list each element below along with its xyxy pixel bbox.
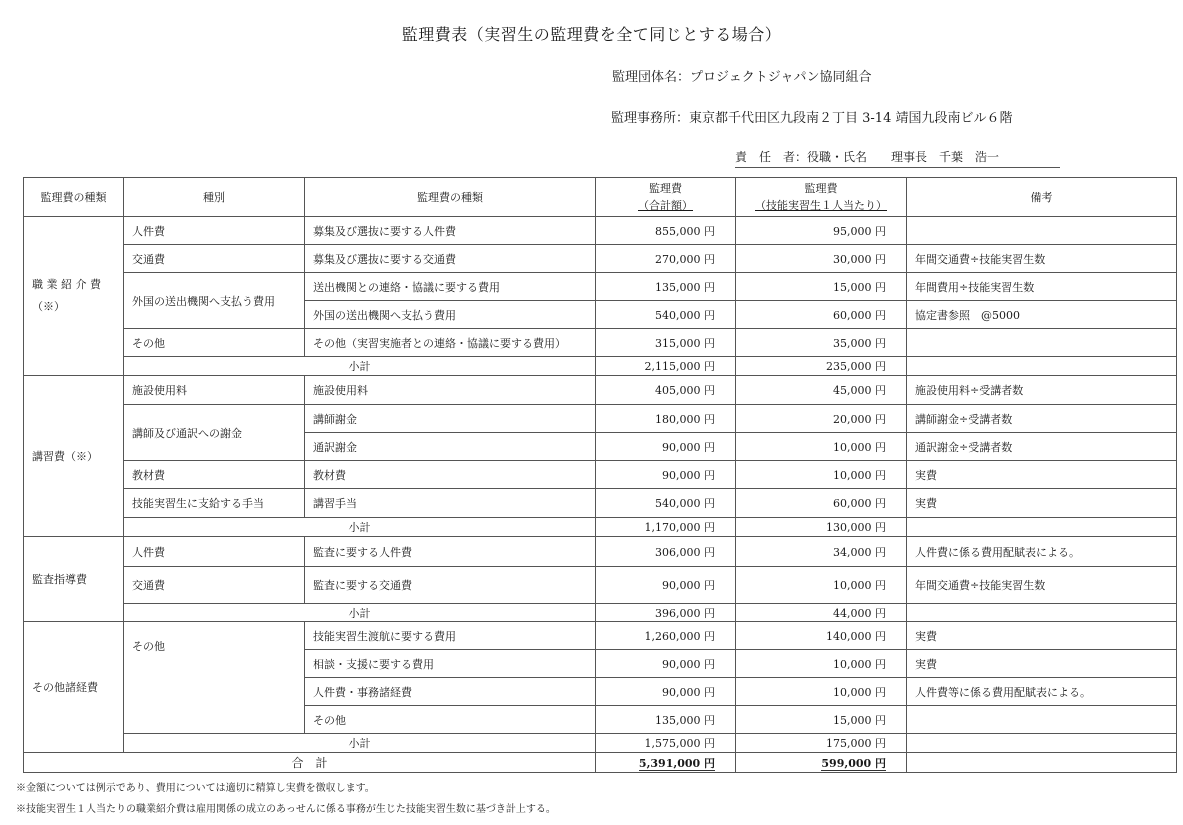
remarks-cell: 人件費に係る費用配賦表による。 (907, 537, 1177, 567)
total-cell: 315,000 円 (596, 329, 736, 357)
type-cell: 交通費 (124, 567, 305, 604)
total-cell: 135,000 円 (596, 706, 736, 734)
remarks-cell (907, 706, 1177, 734)
organization-name (612, 66, 872, 85)
total-header-line1: 監理費 (649, 182, 682, 195)
document-title: 監理費表（実習生の監理費を全て同じとする場合） (401, 25, 782, 44)
type-cell: 交通費 (124, 245, 305, 273)
office-value: 東京都千代田区九段南２丁目 3-14 靖国九段南ビル６階 (689, 111, 1013, 126)
remarks-cell (907, 217, 1177, 245)
item-cell: 監査に要する交通費 (305, 567, 596, 604)
category-cell: その他諸経費 (24, 622, 124, 753)
category-cell (24, 217, 124, 376)
grand-per-cell (736, 753, 907, 773)
total-cell: 540,000 円 (596, 301, 736, 329)
table-row (24, 489, 1177, 518)
item-cell: 教材費 (305, 461, 596, 489)
subtotal-row (24, 518, 1177, 537)
type-cell: 施設使用料 (124, 376, 305, 405)
table-row (24, 329, 1177, 357)
footnotes (16, 778, 556, 820)
category-note: （※） (32, 300, 65, 313)
subtotal-remarks (907, 357, 1177, 376)
per-cell: 95,000 円 (736, 217, 907, 245)
per-cell: 10,000 円 (736, 650, 907, 678)
total-cell: 90,000 円 (596, 567, 736, 604)
item-cell: 講師謝金 (305, 405, 596, 433)
per-cell: 15,000 円 (736, 706, 907, 734)
grand-total-row (24, 753, 1177, 773)
subtotal-per: 175,000 円 (736, 734, 907, 753)
item-cell: その他 (305, 706, 596, 734)
col-header-type: 種別 (124, 178, 305, 217)
per-header-line1: 監理費 (804, 182, 838, 195)
item-cell: 講習手当 (305, 489, 596, 518)
category-label: 職 業 紹 介 費 (32, 278, 101, 291)
table-row (24, 273, 1177, 301)
table-row (24, 537, 1177, 567)
responsible-value: 理事長 千葉 浩一 (867, 150, 1000, 164)
per-cell: 10,000 円 (736, 461, 907, 489)
item-cell: 監査に要する人件費 (305, 537, 596, 567)
total-cell: 855,000 円 (596, 217, 736, 245)
per-cell: 140,000 円 (736, 622, 907, 650)
per-cell: 20,000 円 (736, 405, 907, 433)
remarks-cell: 講師謝金÷受講者数 (907, 405, 1177, 433)
item-cell: その他（実習実施者との連絡・協議に要する費用） (305, 329, 596, 357)
subtotal-total: 1,575,000 円 (596, 734, 736, 753)
total-cell: 270,000 円 (596, 245, 736, 273)
item-cell: 募集及び選抜に要する人件費 (305, 217, 596, 245)
per-cell: 10,000 円 (736, 678, 907, 706)
per-cell: 35,000 円 (736, 329, 907, 357)
responsible-person (735, 148, 1060, 168)
table-row (24, 461, 1177, 489)
category-cell: 監査指導費 (24, 537, 124, 622)
table-row (24, 567, 1177, 604)
responsible-label: 責 任 者：役職・氏名 (735, 150, 868, 164)
org-value: プロジェクトジャパン協同組合 (690, 70, 872, 85)
office-label: 監理事務所： (611, 111, 690, 126)
org-label: 監理団体名： (612, 70, 691, 85)
total-cell: 540,000 円 (596, 489, 736, 518)
per-cell: 30,000 円 (736, 245, 907, 273)
total-cell: 306,000 円 (596, 537, 736, 567)
type-cell: 人件費 (124, 217, 305, 245)
per-cell: 60,000 円 (736, 301, 907, 329)
total-cell: 1,260,000 円 (596, 622, 736, 650)
footnote: ※技能実習生１人当たりの職業紹介費は雇用関係の成立のあっせんに係る事務が生じた技能実習生数に基づき計上する。 (16, 804, 556, 815)
remarks-cell: 実費 (907, 650, 1177, 678)
total-header-line2: （合計額） (638, 199, 693, 212)
per-header-line2: （技能実習生１人当たり） (755, 199, 887, 212)
subtotal-total: 396,000 円 (596, 604, 736, 622)
grand-per-value: 599,000 円 (821, 757, 886, 773)
office-address (611, 107, 1013, 126)
col-header-item: 監理費の種類 (305, 178, 596, 217)
per-cell: 34,000 円 (736, 537, 907, 567)
grand-remarks (907, 753, 1177, 773)
subtotal-remarks (907, 734, 1177, 753)
subtotal-row (24, 357, 1177, 376)
subtotal-label: 小計 (124, 357, 596, 376)
item-cell: 人件費・事務諸経費 (305, 678, 596, 706)
per-cell: 10,000 円 (736, 567, 907, 604)
per-cell: 15,000 円 (736, 273, 907, 301)
remarks-cell: 年間交通費÷技能実習生数 (907, 567, 1177, 604)
total-cell: 135,000 円 (596, 273, 736, 301)
table-row (24, 245, 1177, 273)
subtotal-label: 小計 (124, 604, 596, 622)
per-cell: 10,000 円 (736, 433, 907, 461)
per-cell: 45,000 円 (736, 376, 907, 405)
total-cell: 405,000 円 (596, 376, 736, 405)
table-row (24, 405, 1177, 433)
subtotal-label: 小計 (124, 518, 596, 537)
subtotal-per: 235,000 円 (736, 357, 907, 376)
subtotal-total: 2,115,000 円 (596, 357, 736, 376)
subtotal-remarks (907, 604, 1177, 622)
grand-total-value: 5,391,000 円 (639, 757, 715, 773)
subtotal-per: 44,000 円 (736, 604, 907, 622)
item-cell: 施設使用料 (305, 376, 596, 405)
type-cell: その他 (124, 622, 305, 734)
item-cell: 募集及び選抜に要する交通費 (305, 245, 596, 273)
item-cell: 外国の送出機関へ支払う費用 (305, 301, 596, 329)
table-row (24, 217, 1177, 245)
category-cell: 講習費（※） (24, 376, 124, 537)
type-cell: 教材費 (124, 461, 305, 489)
table-row (24, 376, 1177, 405)
remarks-cell: 実費 (907, 461, 1177, 489)
type-cell: その他 (124, 329, 305, 357)
remarks-cell: 協定書参照 @5000 (907, 301, 1177, 329)
remarks-cell: 年間費用÷技能実習生数 (907, 273, 1177, 301)
item-cell: 送出機関との連絡・協議に要する費用 (305, 273, 596, 301)
total-cell: 180,000 円 (596, 405, 736, 433)
table-header-row (24, 178, 1177, 217)
per-cell: 60,000 円 (736, 489, 907, 518)
item-cell: 通訳謝金 (305, 433, 596, 461)
type-cell: 技能実習生に支給する手当 (124, 489, 305, 518)
col-header-per (736, 178, 907, 217)
total-cell: 90,000 円 (596, 678, 736, 706)
subtotal-label: 小計 (124, 734, 596, 753)
subtotal-remarks (907, 518, 1177, 537)
type-cell: 人件費 (124, 537, 305, 567)
col-header-total (596, 178, 736, 217)
subtotal-total: 1,170,000 円 (596, 518, 736, 537)
item-cell: 技能実習生渡航に要する費用 (305, 622, 596, 650)
type-cell: 講師及び通訳への謝金 (124, 405, 305, 461)
remarks-cell: 実費 (907, 622, 1177, 650)
remarks-cell: 施設使用料÷受講者数 (907, 376, 1177, 405)
supervision-fee-table (23, 177, 1177, 773)
total-cell: 90,000 円 (596, 650, 736, 678)
total-cell: 90,000 円 (596, 461, 736, 489)
grand-total-cell (596, 753, 736, 773)
type-cell: 外国の送出機関へ支払う費用 (124, 273, 305, 329)
item-cell: 相談・支援に要する費用 (305, 650, 596, 678)
total-cell: 90,000 円 (596, 433, 736, 461)
col-header-category: 監理費の種類 (24, 178, 124, 217)
remarks-cell: 人件費等に係る費用配賦表による。 (907, 678, 1177, 706)
grand-total-label: 合 計 (24, 753, 596, 773)
subtotal-row (24, 604, 1177, 622)
remarks-cell: 実費 (907, 489, 1177, 518)
col-header-remarks: 備考 (907, 178, 1177, 217)
remarks-cell: 年間交通費÷技能実習生数 (907, 245, 1177, 273)
subtotal-row (24, 734, 1177, 753)
remarks-cell: 通訳謝金÷受講者数 (907, 433, 1177, 461)
table-row (24, 622, 1177, 650)
subtotal-per: 130,000 円 (736, 518, 907, 537)
remarks-cell (907, 329, 1177, 357)
footnote: ※金額については例示であり、費用については適切に精算し実費を徴収します。 (16, 783, 375, 794)
